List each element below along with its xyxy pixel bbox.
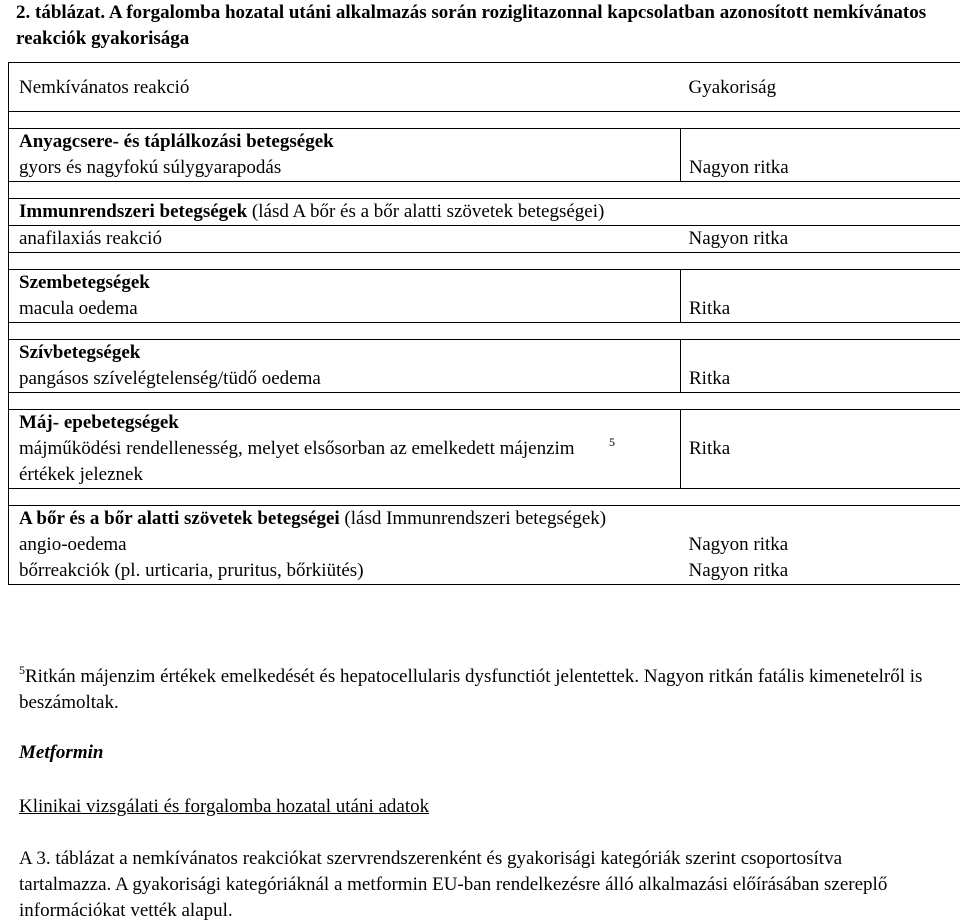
section-heading-note: (lásd A bőr és a bőr alatti szövetek betegségei)	[247, 201, 604, 222]
section-heading: Szembetegségek	[19, 272, 150, 293]
frequency-cell	[681, 532, 960, 558]
reaction-cell	[9, 532, 681, 558]
reaction-name: anafilaxiás reakció	[19, 228, 162, 249]
frequency-value: Ritka	[689, 368, 730, 389]
reaction-name: bőrreakciók (pl. urticaria, pruritus, bőrkiütés)	[19, 560, 364, 581]
reaction-name: angio-oedema	[19, 534, 127, 555]
section-cell	[9, 129, 681, 182]
table-row	[9, 532, 960, 558]
reaction-cell	[9, 558, 681, 585]
reaction-cell	[9, 226, 681, 253]
frequency-value: Nagyon ritka	[689, 560, 789, 581]
section-heading: Máj- epebetegségek	[19, 412, 179, 433]
section-heading-cell	[9, 199, 960, 226]
frequency-value: Ritka	[689, 298, 730, 319]
section-heading: Anyagcsere- és táplálkozási betegségek	[19, 131, 334, 152]
spacer-row	[9, 393, 960, 410]
body-paragraph: A 3. táblázat a nemkívánatos reakciókat szervrendszerenként és gyakorisági kategóriák szerint csoportosítva tartalmazza. A gyakorisági kategóriáknál a metformin EU-ban rendelkezésre álló alkalmazási előírásában szereplő információkat vették alapul.	[19, 846, 939, 924]
footnote-text: Ritkán májenzim értékek emelkedését és hepatocellularis dysfunctiót jelentettek. Nagyon ritkán fatális kimenetelről is beszámoltak.	[19, 666, 922, 713]
section-heading: Szívbetegségek	[19, 342, 140, 363]
reaction-name: májműködési rendellenesség, melyet elsősorban az emelkedett májenzim értékek jeleznek	[19, 436, 609, 488]
section-cell	[9, 410, 681, 489]
spacer-row	[9, 323, 960, 340]
section-heading-cell	[9, 506, 960, 533]
table-row	[9, 129, 960, 182]
header-frequency: Gyakoriság	[681, 63, 960, 112]
table-row	[9, 506, 960, 533]
table-row	[9, 226, 960, 253]
reaction-name: macula oedema	[19, 298, 138, 319]
section-heading: Immunrendszeri betegségek	[19, 201, 247, 222]
frequency-cell	[681, 226, 960, 253]
spacer-row	[9, 182, 960, 199]
metformin-heading: Metformin	[19, 740, 103, 766]
frequency-value: Nagyon ritka	[689, 157, 789, 178]
section-heading: A bőr és a bőr alatti szövetek betegségei	[19, 508, 340, 529]
frequency-value: Ritka	[689, 438, 730, 459]
adverse-reactions-table	[8, 62, 960, 585]
table-row	[9, 410, 960, 489]
table-title: 2. táblázat. A forgalomba hozatal utáni alkalmazás során roziglitazonnal kapcsolatban azonosított nemkívánatos reakciók gyakorisága	[16, 0, 946, 52]
table-row	[9, 340, 960, 393]
reaction-name: pangásos szívelégtelenség/tüdő oedema	[19, 368, 321, 389]
section-cell	[9, 270, 681, 323]
frequency-cell	[681, 270, 960, 323]
frequency-cell	[681, 558, 960, 585]
frequency-value: Nagyon ritka	[689, 228, 789, 249]
footnote-ref: 5	[609, 435, 615, 449]
spacer-row	[9, 253, 960, 270]
spacer-row	[9, 489, 960, 506]
spacer-row	[9, 112, 960, 129]
table-row	[9, 270, 960, 323]
section-cell	[9, 340, 681, 393]
table-header-row	[9, 63, 960, 112]
frequency-cell	[681, 340, 960, 393]
section-heading-note: (lásd Immunrendszeri betegségek)	[340, 508, 606, 529]
header-reaction: Nemkívánatos reakció	[9, 63, 681, 112]
table-row	[9, 199, 960, 226]
reaction-name: gyors és nagyfokú súlygyarapodás	[19, 157, 281, 178]
footnote-marker: 5	[19, 663, 25, 677]
footnote	[19, 664, 939, 716]
clinical-data-heading: Klinikai vizsgálati és forgalomba hozatal utáni adatok	[19, 794, 429, 820]
table-row	[9, 558, 960, 585]
frequency-cell	[681, 129, 960, 182]
frequency-value: Nagyon ritka	[689, 534, 789, 555]
frequency-cell	[681, 410, 960, 489]
